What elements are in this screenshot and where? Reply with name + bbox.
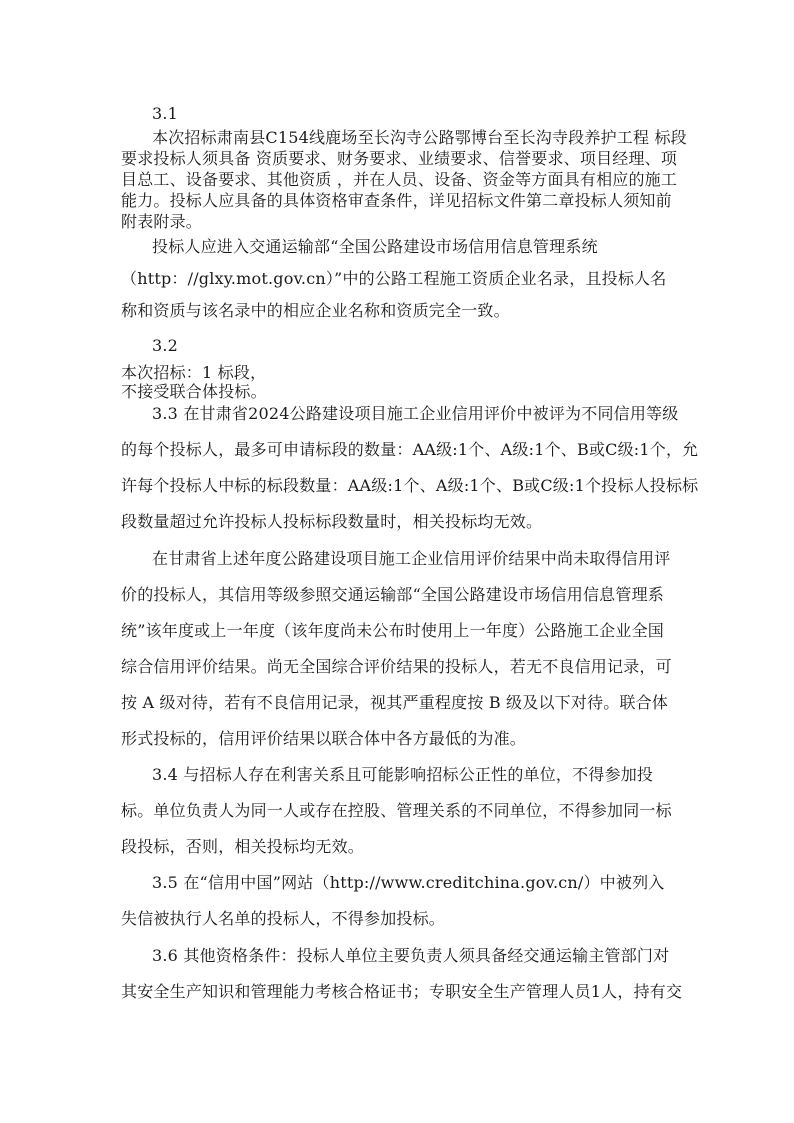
text-line: 失信被执行人名单的投标人，不得参加投标。 xyxy=(121,909,446,928)
text-line: 要求投标人须具备 资质要求、财务要求、业绩要求、信誉要求、项目经理、项 xyxy=(121,149,678,168)
section-number-3-2: 3.2 xyxy=(152,336,179,355)
text-line: 形式投标的，信用评价结果以联合体中各方最低的为准。 xyxy=(121,729,527,748)
text-line: 在甘肃省上述年度公路建设项目施工企业信用评价结果中尚未取得信用评 xyxy=(152,549,671,568)
text-line: 3.6 其他资格条件：投标人单位主要负责人须具备经交通运输主管部门对 xyxy=(152,946,670,965)
text-line: 3.3 在甘肃省2024公路建设项目施工企业信用评价中被评为不同信用等级 xyxy=(152,404,679,423)
text-line: 3.4 与招标人存在利害关系且可能影响招标公正性的单位，不得参加投 xyxy=(152,765,654,784)
text-line: 不接受联合体投标。 xyxy=(121,382,267,401)
section-number-3-1: 3.1 xyxy=(152,104,179,123)
text-line: 称和资质与该名录中的相应企业名称和资质完全一致。 xyxy=(121,301,510,320)
text-line: 的每个投标人，最多可申请标段的数量：AA级:1个、A级:1个、B或C级:1个，允 xyxy=(121,440,699,459)
text-line: 其安全生产知识和管理能力考核合格证书；专职安全生产管理人员1人，持有交 xyxy=(121,982,683,1001)
text-line: 综合信用评价结果。尚无全国综合评价结果的投标人，若无不良信用记录，可 xyxy=(121,657,672,676)
text-line: 统”该年度或上一年度（该年度尚未公布时使用上一年度）公路施工企业全国 xyxy=(121,621,664,640)
text-line: 标。单位负责人为同一人或存在控股、管理关系的不同单位，不得参加同一标 xyxy=(121,801,672,820)
text-line: 目总工、设备要求、其他资质 ，并在人员、设备、资金等方面具有相应的施工 xyxy=(121,170,678,189)
text-line: （http：//glxy.mot.gov.cn）”中的公路工程施工资质企业名录，且投标人名 xyxy=(121,269,667,288)
text-line: 能力。投标人应具备的具体资格审查条件，详见招标文件第二章投标人须知前 xyxy=(121,191,672,210)
text-line: 本次招标：1 标段， xyxy=(121,363,267,382)
text-line: 投标人应进入交通运输部“全国公路建设市场信用信息管理系统 xyxy=(152,237,598,256)
text-line: 价的投标人，其信用等级参照交通运输部“全国公路建设市场信用信息管理系 xyxy=(121,585,664,604)
text-line: 3.5 在“信用中国”网站（http://www.creditchina.gov.cn/）中被列入 xyxy=(152,873,665,892)
text-line: 段数量超过允许投标人投标标段数量时，相关投标均无效。 xyxy=(121,512,543,531)
text-line: 许每个投标人中标的标段数量：AA级:1个、A级:1个、B或C级:1个投标人投标标 xyxy=(121,476,699,495)
text-line: 按 A 级对待，若有不良信用记录，视其严重程度按 B 级及以下对待。联合体 xyxy=(121,693,669,712)
text-line: 段投标，否则，相关投标均无效。 xyxy=(121,837,365,856)
text-line: 附表附录。 xyxy=(121,212,203,231)
text-line: 本次招标肃南县C154线鹿场至长沟寺公路鄂博台至长沟寺段养护工程 标段 xyxy=(152,128,687,147)
